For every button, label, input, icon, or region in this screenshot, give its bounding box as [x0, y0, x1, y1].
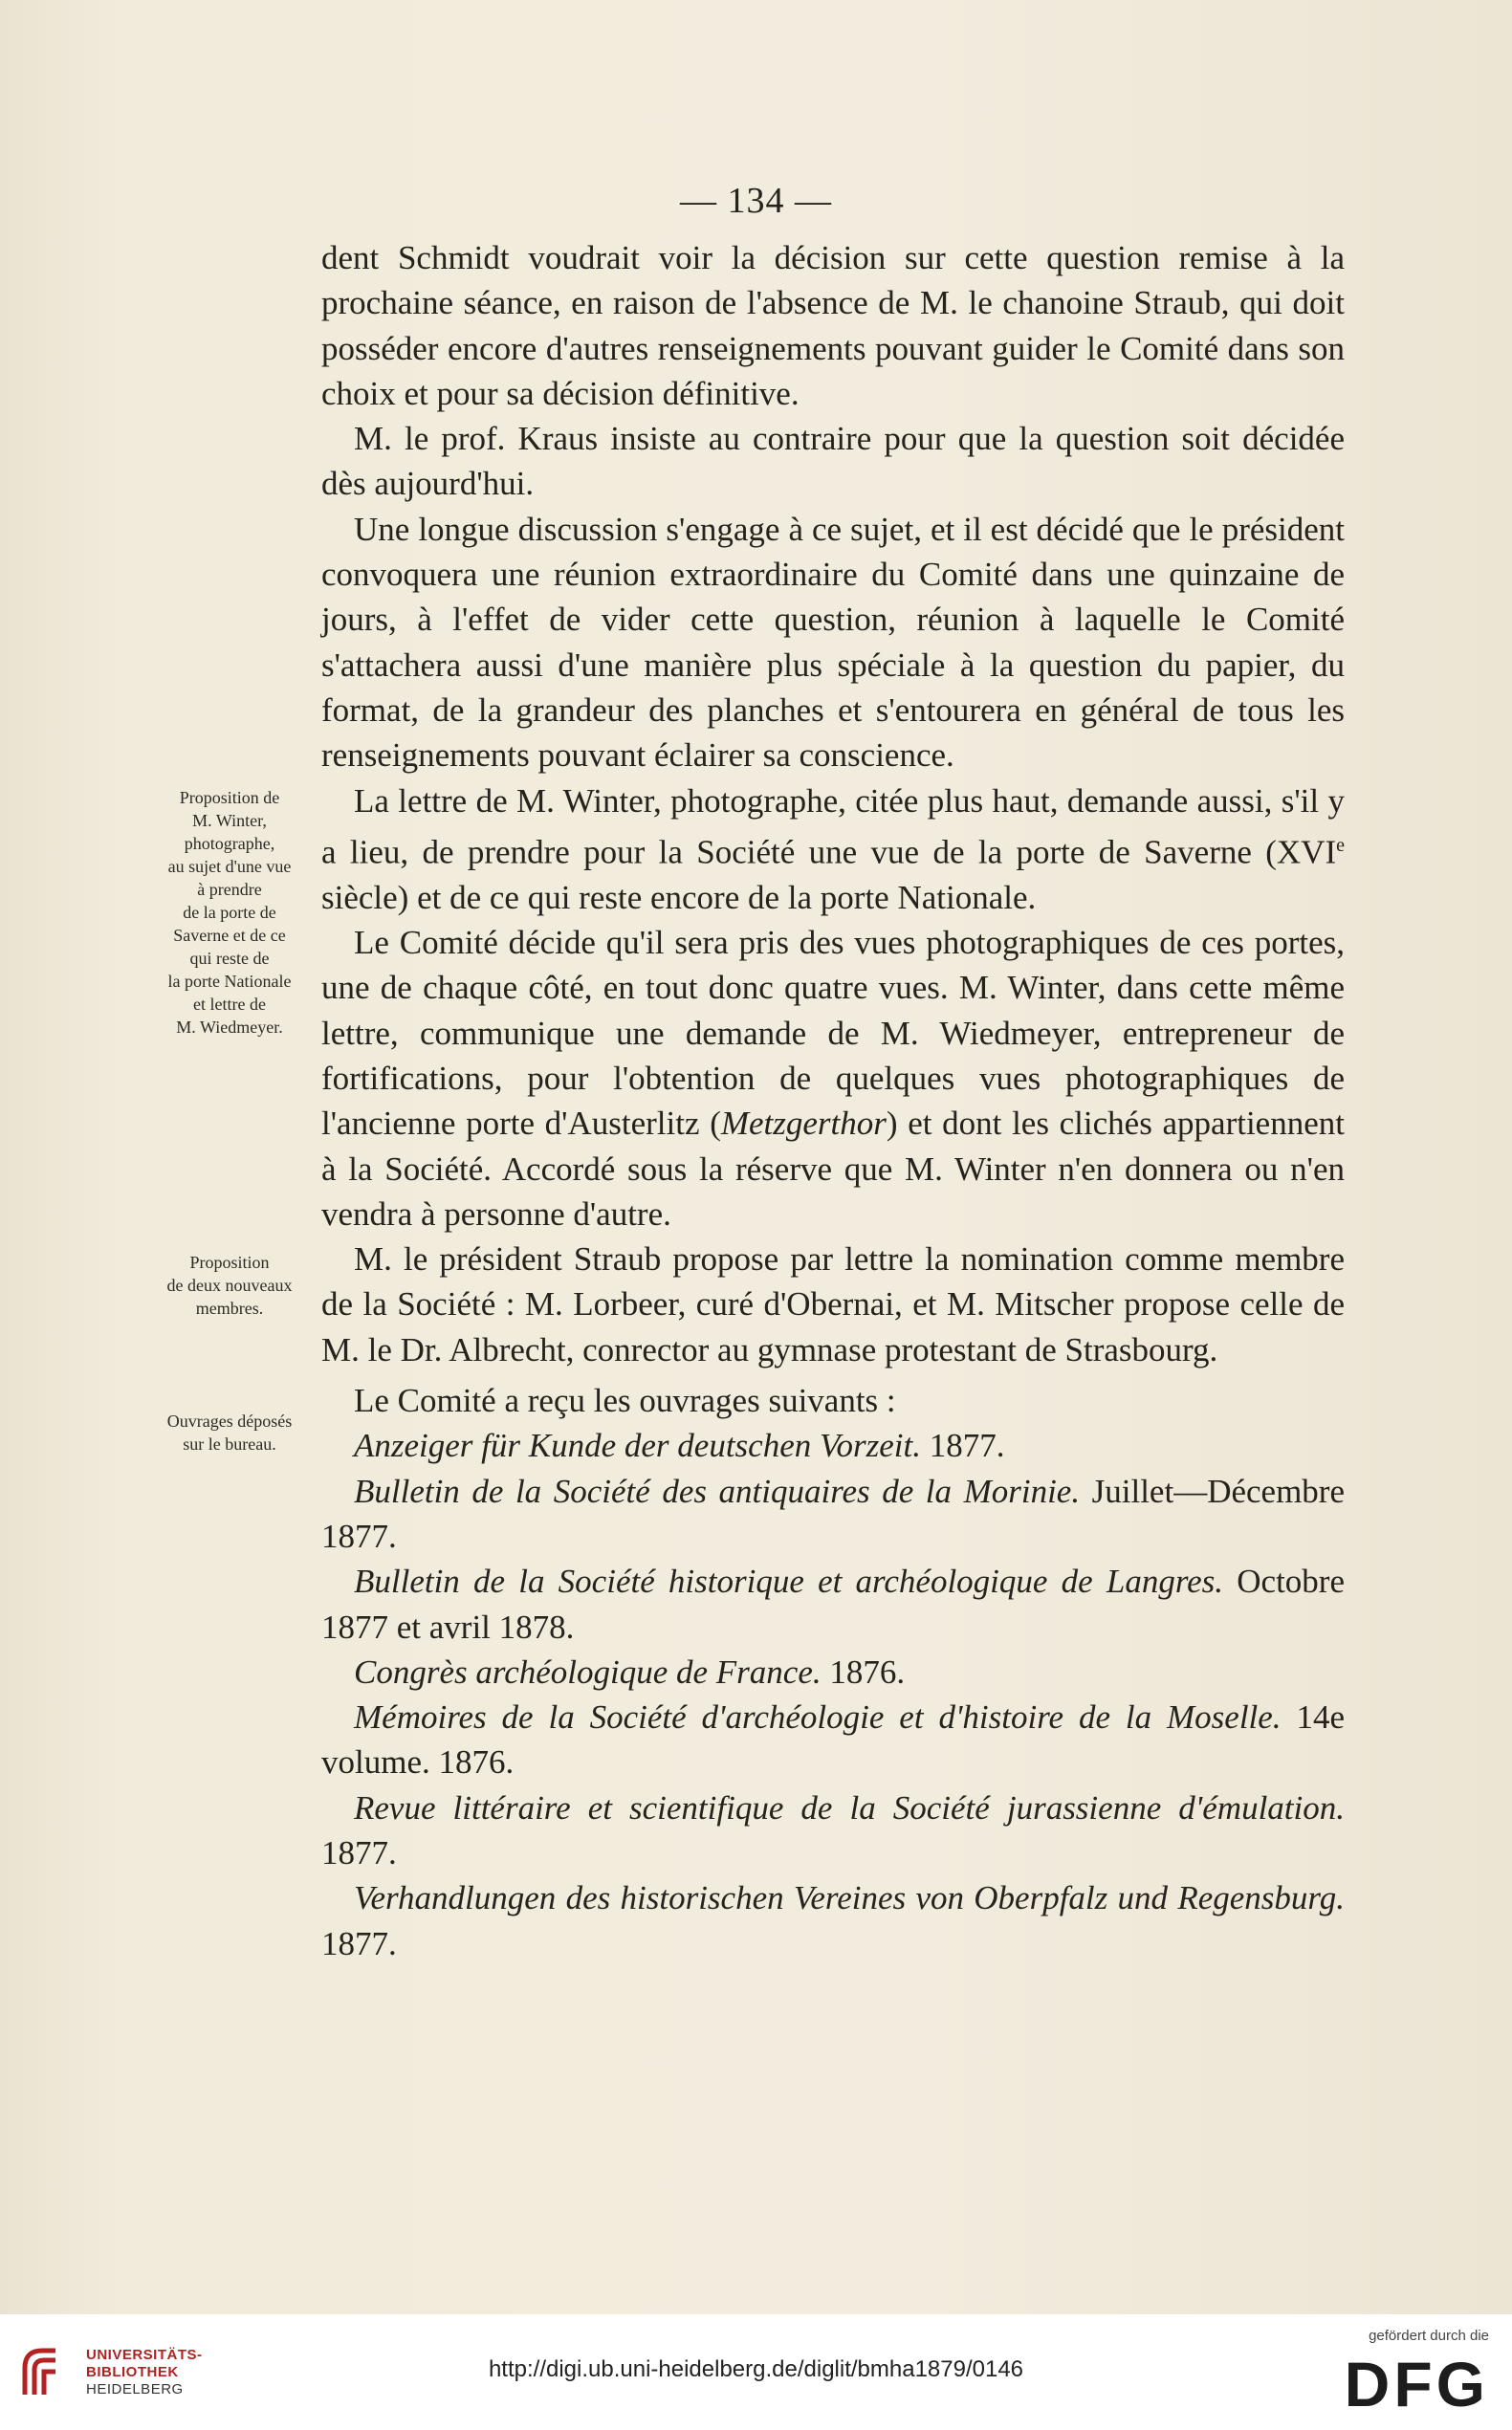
- text-run: siècle) et de ce qui reste encore de la porte Nationale.: [321, 878, 1037, 916]
- work-details: 1877.: [321, 1834, 397, 1872]
- margin-line: et lettre de: [193, 995, 266, 1014]
- paragraph: M. le prof. Kraus insiste au contraire pour que la question soit décidée dès aujourd'hui.: [321, 420, 1345, 503]
- margin-note-winter: [143, 786, 316, 1039]
- page-number: — 134 —: [680, 181, 832, 221]
- paragraph: [321, 920, 1345, 1237]
- work-title: Verhandlungen des historischen Vereines von Oberpfalz und Regensburg.: [354, 1879, 1345, 1917]
- margin-line: M. Winter,: [192, 811, 267, 830]
- work-entry: [321, 1650, 1345, 1695]
- paragraph: M. le président Straub propose par lettre la nomination comme membre de la Société : M. Lorbeer, curé d'Obernai, et M. Mitscher propose celle de M. le Dr. Albrecht, conrector au gymnase protestant de Strasbourg.: [321, 1240, 1345, 1368]
- work-entry: [321, 1695, 1345, 1785]
- work-entry: [321, 1423, 1345, 1468]
- margin-line: Saverne et de ce: [173, 926, 286, 945]
- margin-line: de deux nouveaux: [166, 1276, 293, 1295]
- work-title: Bulletin de la Société des antiquaires de la Morinie.: [354, 1472, 1081, 1510]
- margin-line: à prendre: [197, 880, 262, 899]
- work-details: 1877.: [321, 1924, 397, 1962]
- work-title: Mémoires de la Société d'archéologie et d'histoire de la Moselle.: [354, 1698, 1282, 1737]
- work-entry: [321, 1875, 1345, 1966]
- margin-line: Proposition: [189, 1253, 270, 1272]
- library-name-line: UNIVERSITÄTS-: [86, 2347, 203, 2363]
- paragraph: Une longue discussion s'engage à ce sujet, et il est décidé que le président convoquera une réunion extraordinaire du Comité dans une quinzaine de jours, à l'effet de vider cette question, réunion à laquelle le Comité s'attachera aussi d'une manière plus spéciale à la question du papier, du format, de la grandeur des planches et s'entourera en général de tous les renseignements pouvant éclairer sa conscience.: [321, 510, 1345, 775]
- margin-line: M. Wiedmeyer.: [176, 1018, 283, 1037]
- text-run: La lettre de M. Winter, photographe, citée plus haut, demande aussi, s'il y a lieu, de prendre pour la Société une vue de la porte de Saverne (XVI: [321, 781, 1345, 871]
- margin-note-works: [143, 1410, 316, 1456]
- work-details: 1877.: [920, 1427, 1005, 1465]
- margin-note-members: [143, 1251, 316, 1320]
- work-entry: [321, 1785, 1345, 1876]
- margin-line: membres.: [195, 1299, 264, 1318]
- work-entry: [321, 1469, 1345, 1560]
- work-title: Congrès archéologique de France.: [354, 1653, 822, 1691]
- funding-note: gefördert durch die: [1369, 2328, 1489, 2344]
- text-run: Le Comité décide qu'il sera pris des vues photographiques de ces portes, une de chaque côté, en tout donc quatre vues. M. Winter, dans cette même lettre, communique une demande de M. Wiedmeyer, entrepreneur de fortifications, pour l'obtention de quelques vues photographiques de l'ancienne porte d'Austerlitz (: [321, 924, 1345, 1143]
- dfg-logo: DFG: [1344, 2349, 1489, 2419]
- margin-line: sur le bureau.: [183, 1434, 276, 1454]
- body-text: [321, 235, 1345, 1966]
- library-name-line: HEIDELBERG: [86, 2381, 184, 2397]
- margin-line: la porte Nationale: [167, 972, 292, 991]
- permalink-url[interactable]: http://digi.ub.uni-heidelberg.de/diglit/bmha1879/0146: [488, 2356, 1024, 2382]
- text-run: ) et dont les clichés appartiennent à la Société. Accordé sous la réserve que M. Winter n'en donnera ou n'en vendra à personne d'autre.: [321, 1105, 1345, 1233]
- paragraph: dent Schmidt voudrait voir la décision sur cette question remise à la prochaine séance, en raison de l'absence de M. le chanoine Straub, qui doit posséder encore d'autres renseignements pouvant guider le Comité dans son choix et pour sa décision définitive.: [321, 239, 1345, 412]
- work-details: Juillet—Décembre 1877.: [321, 1472, 1345, 1555]
- superscript: e: [1336, 834, 1345, 856]
- work-details: Octobre 1877 et avril 1878.: [321, 1563, 1345, 1646]
- library-name-line: BIBLIOTHEK: [86, 2364, 179, 2380]
- margin-line: au sujet d'une vue: [167, 857, 292, 876]
- italic-term: Metzgerthor: [720, 1105, 887, 1143]
- margin-line: de la porte de: [183, 903, 276, 922]
- work-details: 14e volume. 1876.: [321, 1698, 1345, 1782]
- margin-line: Ouvrages déposés: [166, 1412, 293, 1431]
- work-title: Anzeiger für Kunde der deutschen Vorzeit.: [354, 1427, 921, 1465]
- work-title: Bulletin de la Société historique et archéologique de Langres.: [354, 1563, 1224, 1601]
- margin-line: Proposition de: [179, 788, 280, 807]
- paragraph: Le Comité a reçu les ouvrages suivants :: [354, 1382, 896, 1420]
- margin-line: qui reste de: [189, 949, 270, 968]
- work-details: 1876.: [821, 1653, 906, 1691]
- margin-line: photographe,: [184, 834, 275, 853]
- paragraph: [321, 778, 1345, 921]
- work-entry: [321, 1559, 1345, 1650]
- work-title: Revue littéraire et scientifique de la Société jurassienne d'émulation.: [354, 1788, 1345, 1827]
- digitization-footer: [0, 2314, 1512, 2430]
